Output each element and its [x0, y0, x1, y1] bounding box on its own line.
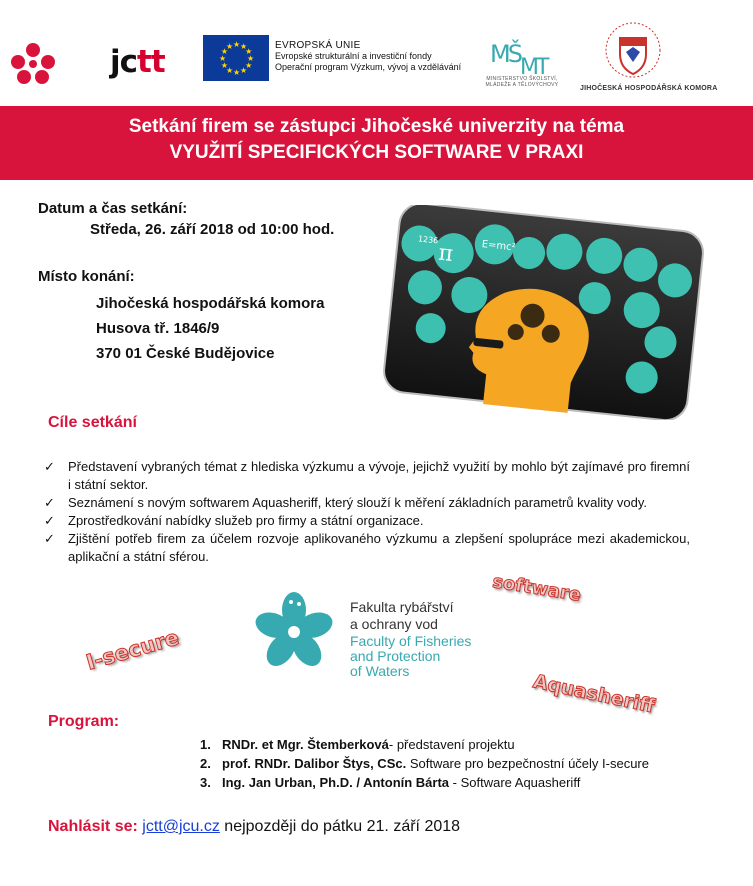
- list-item: ✓ Představení vybraných témat z hlediska výzkumu a vývoje, jejichž využití by mohlo být zajímavé pro firemní i státní sektor.: [44, 459, 690, 492]
- banner-title: VYUŽITÍ SPECIFICKÝCH SOFTWARE V PRAXI: [169, 142, 584, 163]
- eu-star-icon: ★: [226, 66, 234, 76]
- fisheries-name-en: Faculty of Fisheries and Protection of Waters: [350, 633, 472, 679]
- program-heading: Program:: [48, 713, 120, 730]
- chamber-name: JIHOČESKÁ HOSPODÁŘSKÁ KOMORA: [580, 85, 718, 92]
- ministry-name: MINISTERSTVO ŠKOLSTVÍ, MLÁDEŽE A TĚLOVÝCHOVY: [485, 76, 559, 88]
- checkmark-icon: ✓: [44, 531, 55, 546]
- eu-star-icon: ★: [219, 54, 227, 63]
- list-item: 1. RNDr. et Mgr. Štemberková- představení projektu: [200, 737, 515, 752]
- eu-star-icon: ★: [233, 40, 241, 49]
- list-item: ✓ Zprostředkování nabídky služeb pro firmy a státní organizace.: [44, 513, 424, 528]
- emc-label: E=mc²: [481, 239, 517, 254]
- svg-text:MT: MT: [520, 55, 547, 80]
- address-line: 370 01 České Budějovice: [96, 345, 275, 362]
- deadline-text: nejpozději do pátku 21. září 2018: [219, 818, 461, 835]
- eu-star-icon: ★: [245, 47, 253, 56]
- chamber-crest-icon: [598, 20, 668, 90]
- eu-star-icon: ★: [247, 54, 255, 63]
- eu-star-icon: ★: [220, 61, 229, 70]
- wordart-isecure: I-secure: [83, 625, 182, 675]
- eu-star-icon: ★: [233, 68, 241, 77]
- wordart-aquasheriff: Aquasheriff: [531, 670, 657, 718]
- university-logo: [10, 42, 56, 84]
- list-item: 2. prof. RNDr. Dalibor Štys, CSc. Software pro bezpečnostní účely I-secure: [200, 756, 649, 771]
- fisheries-name-cz: Fakulta rybářství a ochrany vod: [350, 599, 454, 632]
- list-item: ✓ Zjištění potřeb firem za účelem rozvoje aplikovaného výzkumu a zlepšení spolupráce mezi akademickou, aplikační a státní sférou.: [44, 531, 690, 564]
- registration-line: [48, 818, 460, 836]
- science-head-illustration: [383, 205, 708, 420]
- email-link[interactable]: jctt@jcu.cz: [142, 818, 220, 835]
- wordart-software: software: [490, 571, 583, 606]
- pi-label: π: [437, 240, 455, 267]
- eu-flag-icon: [203, 35, 269, 81]
- eu-star-icon: ★: [226, 41, 234, 51]
- banner-subtitle: Setkání firem se zástupci Jihočeské univerzity na téma: [128, 116, 625, 137]
- date-label: Datum a čas setkání:: [38, 200, 188, 217]
- list-item: 3. Ing. Jan Urban, Ph.D. / Antonín Bárta - Software Aquasheriff: [200, 775, 581, 790]
- address-line: Husova tř. 1846/9: [96, 320, 220, 337]
- svg-text:MŠ: MŠ: [490, 40, 520, 68]
- eu-star-icon: ★: [245, 61, 253, 70]
- jctt-logo: jctt: [110, 44, 165, 80]
- eu-logo-text: EVROPSKÁ UNIE Evropské strukturální a investiční fondy Operační program Výzkum, vývoj a vzdělávání: [275, 40, 462, 72]
- eu-star-icon: ★: [220, 47, 229, 56]
- eu-star-icon: ★: [240, 41, 248, 51]
- address-line: Jihočeská hospodářská komora: [96, 295, 325, 312]
- checkmark-icon: ✓: [44, 513, 55, 528]
- register-label: Nahlásit se:: [48, 818, 138, 835]
- program-list: [200, 735, 649, 792]
- goals-list: [44, 458, 690, 566]
- fisheries-flower-icon: [253, 590, 335, 670]
- checkmark-icon: ✓: [44, 495, 55, 510]
- list-item: ✓ Seznámení s novým softwarem Aquasheriff, který slouží k měření základních parametrů kvality vody.: [44, 495, 647, 510]
- sqrt-label: 1236: [417, 234, 439, 246]
- goals-heading: Cíle setkání: [48, 414, 137, 431]
- date-value: Středa, 26. září 2018 od 10:00 hod.: [90, 221, 335, 238]
- place-label: Místo konání:: [38, 268, 135, 285]
- checkmark-icon: ✓: [44, 459, 55, 474]
- title-banner: [0, 106, 753, 180]
- eu-star-icon: ★: [240, 66, 248, 76]
